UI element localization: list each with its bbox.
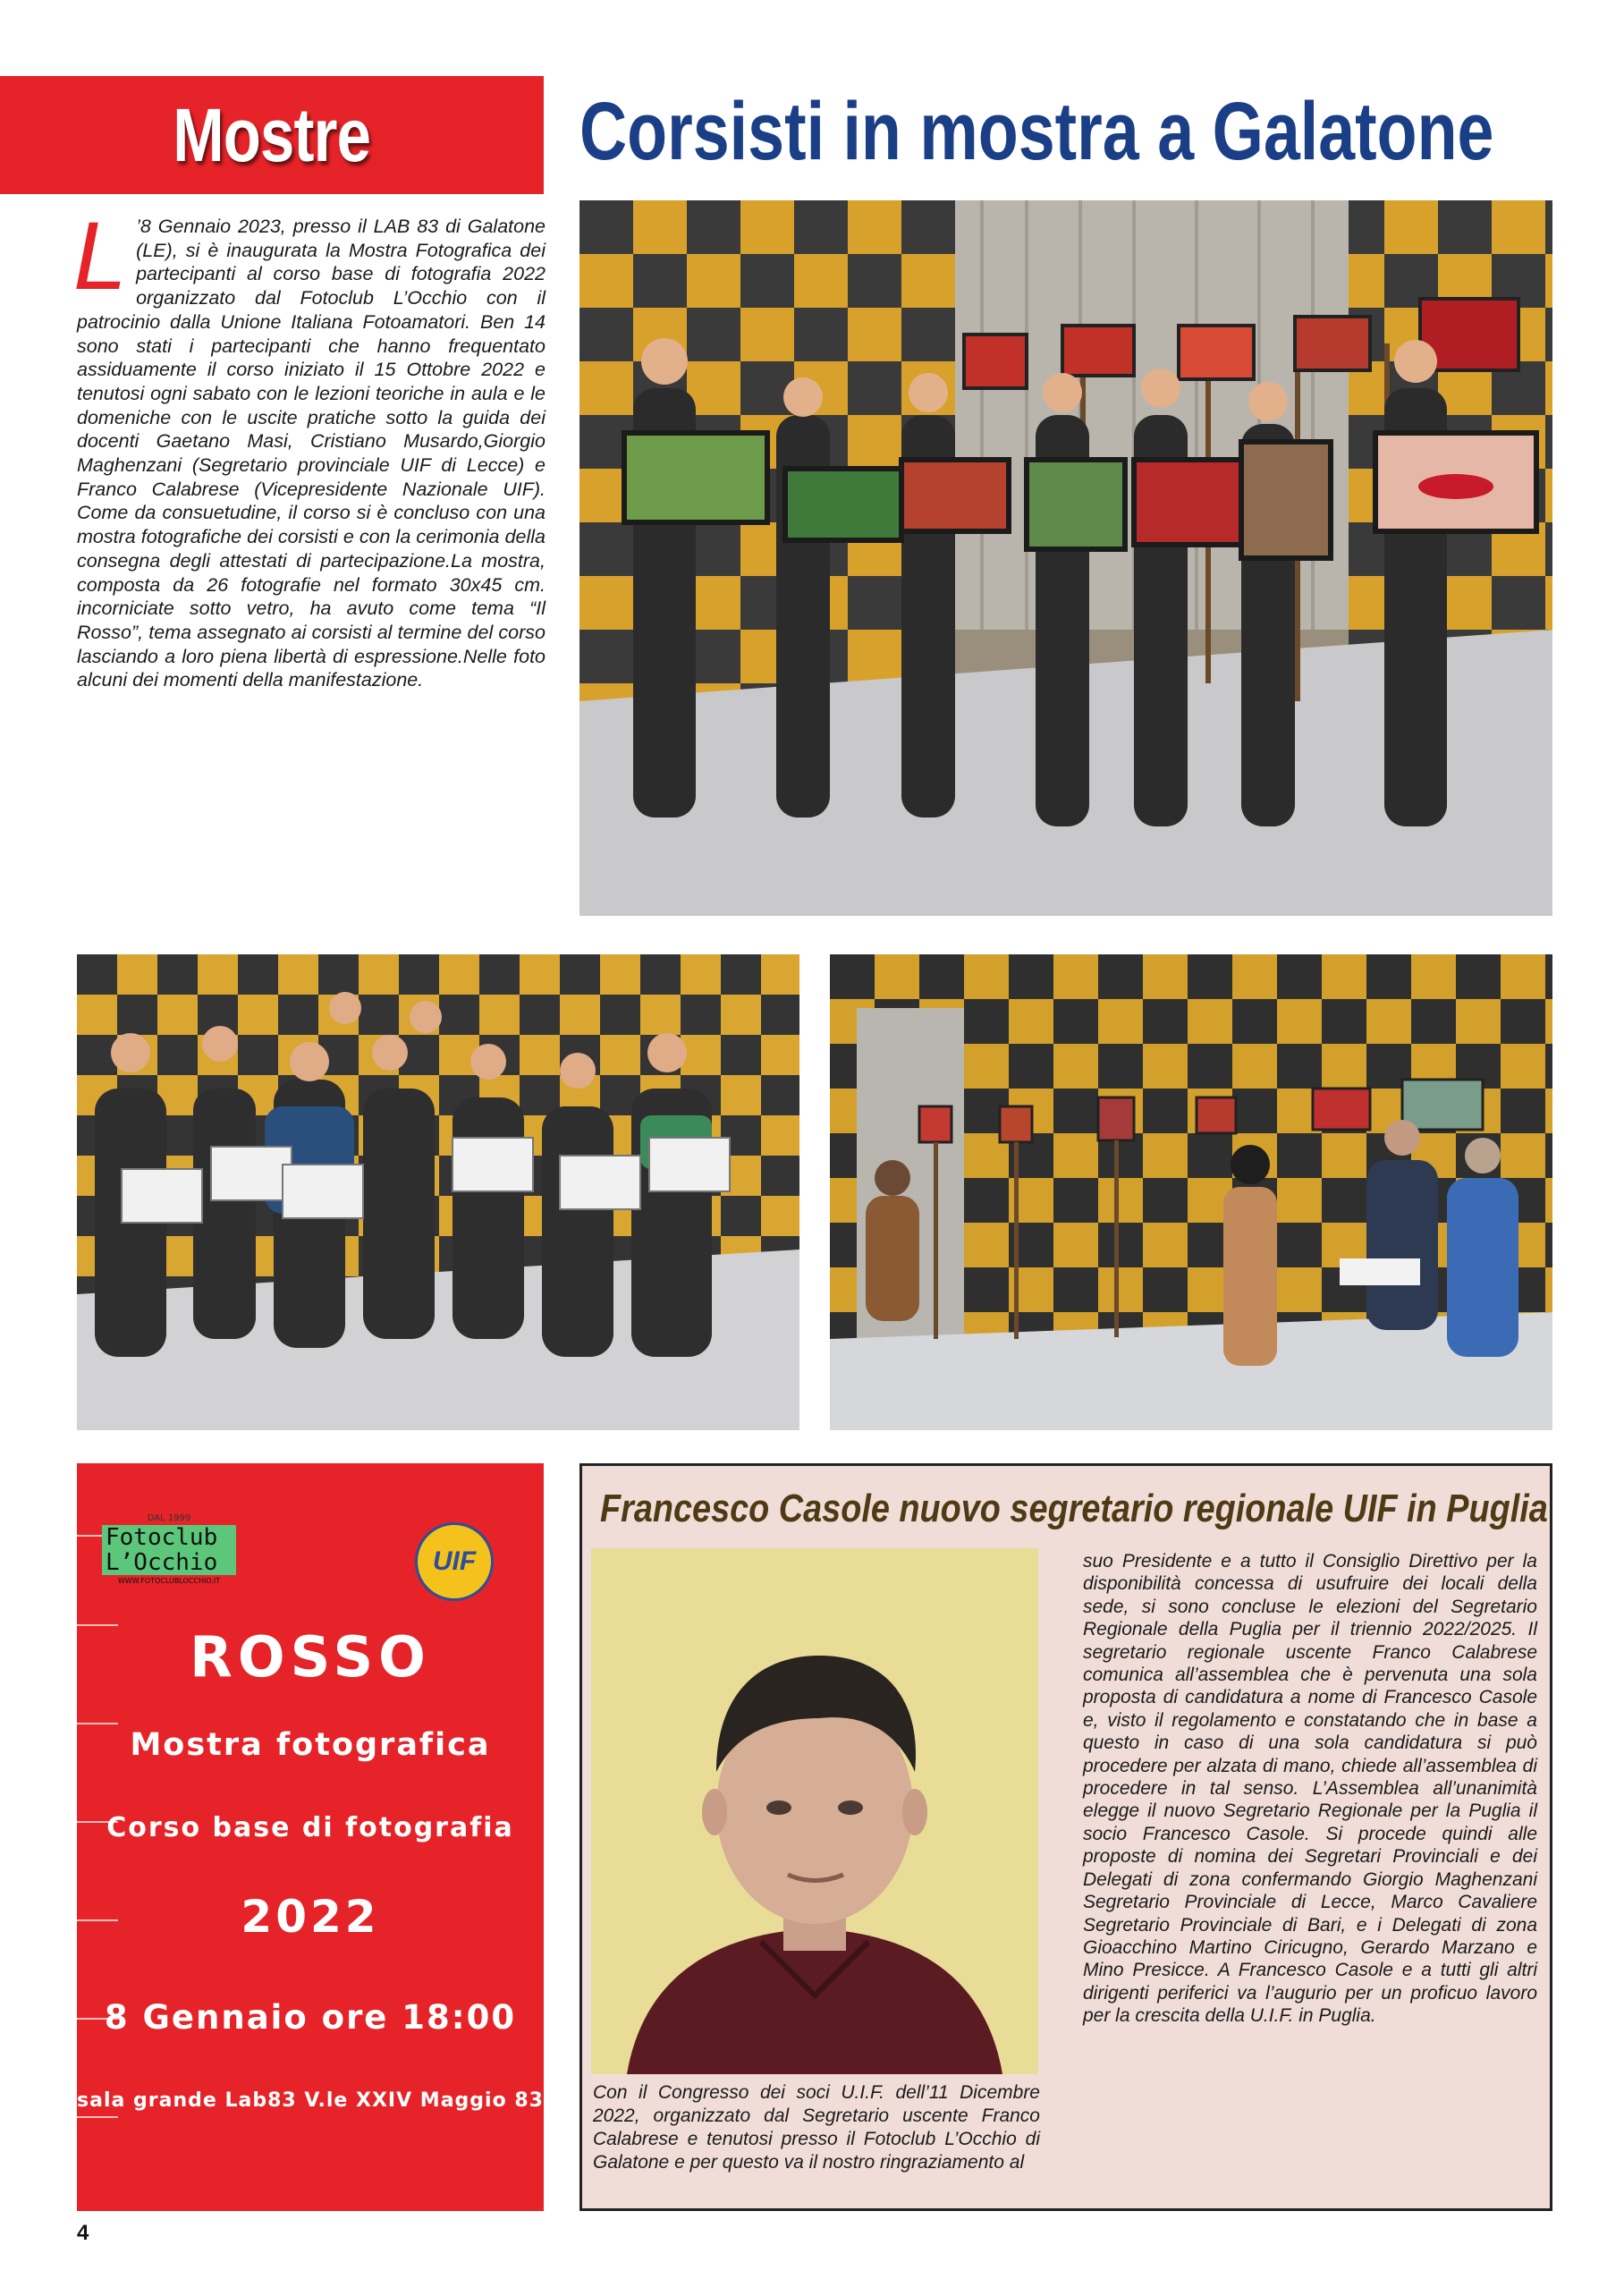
poster-date: 8 Gennaio ore 18:00 — [104, 1998, 517, 2037]
fotoclub-logo: DAL 1999 Fotoclub L’Occhio WWW.FOTOCLUBLOCCHIO.IT — [102, 1513, 236, 1596]
boxed-article — [579, 1463, 1552, 2211]
photo-visitors — [830, 954, 1552, 1430]
drop-cap: L — [73, 201, 128, 309]
section-label: Mostre — [173, 92, 371, 177]
article-caption: Con il Congresso dei soci U.I.F. dell’11 Dicembre 2022, organizzato dal Segretario uscente Franco Calabrese e tenutosi presso il Fotoclub L’Occhio di Galatone e per questo va il nostro ringraziamento al — [593, 2082, 1040, 2173]
event-poster — [77, 1463, 544, 2211]
portrait-photo — [591, 1548, 1038, 2074]
intro-text: ’8 Gennaio 2023, presso il LAB 83 di Galatone (LE), si è inaugurata la Mostra Fotografica dei partecipanti al corso base di fotografia 2022 organizzato dal Fotoclub L’Occhio con il patrocinio dalla Unione Italiana Fotoamatori. Ben 14 sono stati i partecipanti che hanno frequentato assiduamente il corso iniziato il 15 Ottobre 2022 e tenutosi ogni sabato con le lezioni teoriche in aula e le domeniche con le uscite pratiche sotto la guida dei docenti Gaetano Masi, Cristiano Musardo,Giorgio Maghenzani (Segretario provinciale UIF di Lecce) e Franco Calabrese (Vicepresidente Nazionale UIF). Come da consuetudine, il corso si è concluso con una mostra fotografiche dei corsisti e con la cerimonia della consegna degli attestati di partecipazione.La mostra, composta da 26 fotografie nel formato 30x45 cm. incorniciate sotto vetro, ha avuto come tema “Il Rosso”, tema assegnato ai corsisti al termine del corso lasciando a loro piena libertà di espressione.Nelle foto alcuni dei momenti della manifestazione. — [77, 216, 546, 691]
photo-certificates — [77, 954, 799, 1430]
poster-year: 2022 — [241, 1891, 380, 1943]
section-tag — [0, 76, 544, 194]
poster-course: Corso base di fotografia — [106, 1812, 514, 1843]
article-column: suo Presidente e a tutto il Consiglio Direttivo per la disponibilità concessa di usufruire dei locali della sede, si sono concluse le elezioni del Segretario Regionale della Puglia per il triennio 2022/2025. Il segretario regionale uscente Franco Calabrese comunica all’assemblea che è pervenuta una sola proposta di candidatura a nome di Francesco Casole e, visto il regolamento e constatando che in base a questo in caso di una sola candidatura si può procedere per alzata di mano, chiede all’assemblea di procedere in tal senso. L’Assemblea all’unanimità elegge il nuovo Segretario Regionale per la Puglia il socio Francesco Casole. Si procede quindi alle proposte di nomina dei Segretari Provinciali e dei Delegati di zona confermando Giorgio Maghenzani Segretario Provinciale di Lecce, Marco Cavaliere Segretario Provinciale di Bari, e i Delegati di zona Gioacchino Martino Ciricugno, Gerardo Marzano e Mino Presicce. A Francesco Casole e a tutti gli altri dirigenti periferici va l’augurio per un proficuo lavoro per la crescita della U.I.F. in Puglia. — [1083, 1551, 1537, 2027]
photo-group-with-prints — [579, 200, 1552, 916]
poster-title: ROSSO — [190, 1624, 431, 1690]
uif-logo: UIF — [415, 1522, 494, 1601]
article-title: Francesco Casole nuovo segretario regionale UIF in Puglia — [600, 1487, 1548, 1530]
poster-subtitle: Mostra fotografica — [130, 1727, 491, 1763]
page-title: Corsisti in mostra a Galatone — [579, 86, 1494, 177]
intro-article — [73, 201, 546, 692]
poster-venue: sala grande Lab83 V.le XXIV Maggio 83 — [77, 2089, 544, 2112]
page-number: 4 — [77, 2221, 89, 2245]
